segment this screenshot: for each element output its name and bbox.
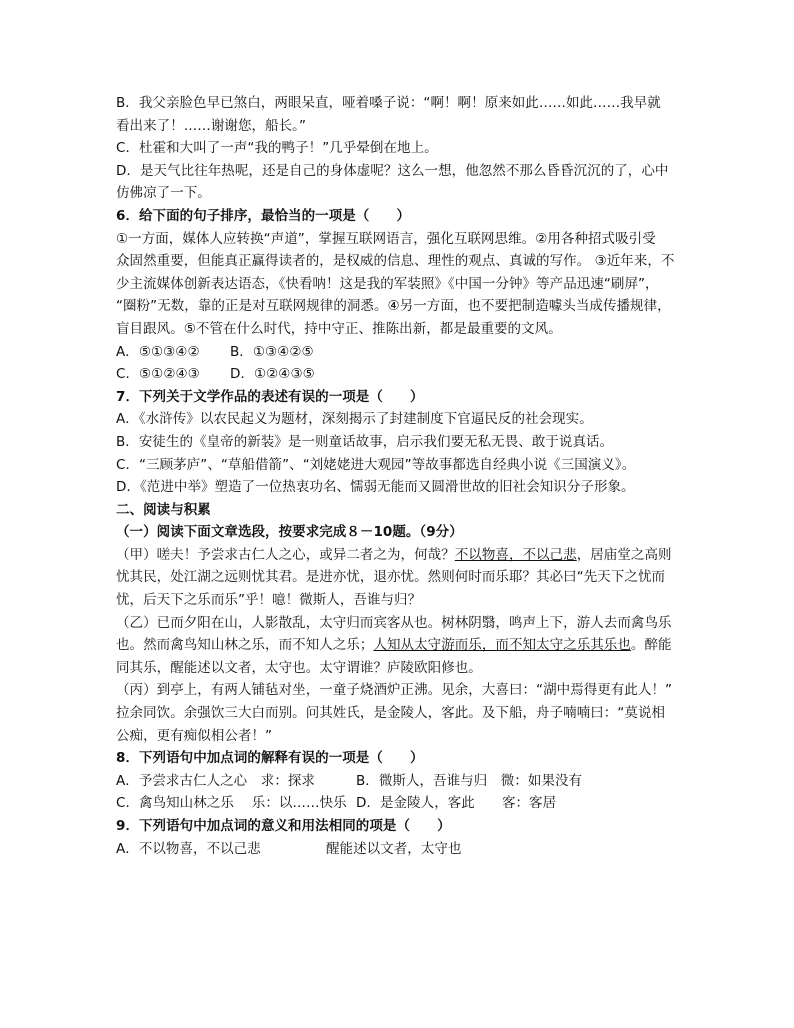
q8-stem: 8．下列语句中加点词的解释有误的一项是（ ） (116, 750, 424, 767)
q8-option-d: D．是金陵人，客此 客：客居 (356, 795, 557, 812)
passage-bing-line2: 拉余同饮。余强饮三大白而别。问其姓氏，是金陵人，客此。及下船，舟子喃喃曰：“莫说相 (116, 705, 666, 722)
q9-option-a-part1: A．不以物喜，不以己悲 (116, 840, 261, 857)
q6-options-row2 (116, 363, 680, 386)
passage-yi-underlined: 人知从太守游而乐，而不知太守之乐其乐也 (373, 637, 631, 654)
passage-yi-line2-start: 也。然而禽鸟知山林之乐，而不知人之乐； (116, 637, 374, 654)
q7-option-b: B．安徒生的《皇帝的新装》是一则童话故事，启示我们要无私无畏、敢于说真话。 (116, 433, 614, 450)
q6-option-a: A．⑤①③④② (116, 343, 200, 360)
exam-page (116, 92, 680, 860)
q6-passage-line3: 少主流媒体创新表达语态，《快看呐！这是我的军装照》《中国一分钟》等产品迅速“刷屏”， (116, 275, 659, 292)
passage-jia-line3: 忧，后天下之乐而乐”乎！噫！微斯人，吾谁与归？ (116, 592, 422, 609)
q7-option-d: D．《范进中举》塑造了一位热衷功名、懦弱无能而又圆滑世故的旧社会知识分子形象。 (116, 479, 635, 496)
passage-jia-underlined: 不以物喜，不以己悲 (454, 546, 577, 563)
q6-passage-line1: ①一方面，媒体人应转换“声道”，掌握互联网语言，强化互联网思维。②用各种招式吸引受 (116, 230, 656, 247)
passage-yi-line1: （乙）已而夕阳在山，人影散乱，太守归而宾客从也。树林阴翳，鸣声上下，游人去而禽鸟乐 (116, 614, 672, 631)
q6-option-c: C．⑤①②④③ (116, 366, 200, 383)
q6-passage-line5: 盲目跟风。⑤不管在什么时代，持中守正、推陈出新，都是最重要的文风。 (116, 320, 562, 337)
q8-option-b: B．微斯人，吾谁与归 微：如果没有 (356, 772, 583, 789)
passage-jia-line1-end: ，居庙堂之高则 (576, 546, 672, 563)
q6-passage-line2: 众固然重要，但能真正赢得读者的，是权威的信息、理性的观点、真诚的写作。 ③近年来，不 (116, 253, 675, 270)
q6-option-d: D．①②④③⑤ (230, 366, 315, 383)
q6-passage-line4: “圈粉”无数，靠的正是对互联网规律的洞悉。④另一方面，也不要把制造噱头当成传播规律， (116, 298, 671, 315)
q8-option-c: C．禽鸟知山林之乐 乐：以……快乐 (116, 795, 347, 812)
passage-yi-line2-end: 。醉能 (630, 637, 672, 654)
q8-options-row1 (116, 770, 680, 793)
q9-stem: 9．下列语句中加点词的意义和用法相同的项是（ ） (116, 818, 451, 834)
q5-option-d-line1: D．是天气比往年热呢，还是自己的身体虚呢？这么一想，他忽然不那么昏昏沉沉的了，心中 (116, 162, 669, 179)
passage-jia-line1 (116, 544, 680, 567)
q8-options-row2 (116, 792, 680, 815)
q9-option-a (116, 838, 680, 861)
q6-stem: 6．给下面的句子排序，最恰当的一项是（ ） (116, 207, 410, 224)
q7-stem: 7．下列关于文学作品的表述有误的一项是（ ） (116, 388, 424, 405)
section-2-title: 二、阅读与积累 (116, 501, 211, 518)
q6-options-row1 (116, 341, 680, 364)
passage-bing-line3: 公痴，更有痴似相公者！” (116, 727, 273, 744)
section-2-instruction: （一）阅读下面文章选段，按要求完成８－10题。（9分） (116, 524, 463, 541)
passage-yi-line3: 同其乐，醒能述以文者，太守也。太守谓谁？庐陵欧阳修也。 (116, 659, 482, 676)
q6-option-b: B．①③④②⑤ (230, 343, 314, 360)
q5-option-c: C．杜霍和大叫了一声“我的鸭子！”几乎晕倒在地上。 (116, 140, 438, 157)
passage-jia-line1-start: （甲）嗟夫！予尝求古仁人之心，或异二者之为，何哉？ (116, 546, 455, 563)
q8-option-a: A．予尝求古仁人之心 求：探求 (116, 772, 315, 789)
q9-option-a-part2: 醒能述以文者，太守也 (326, 840, 462, 857)
q7-option-c: C．“三顾茅庐”、“草船借箭”、“刘姥姥进大观园”等故事都选自经典小说《三国演义》。 (116, 456, 636, 473)
q5-option-b-line1: B．我父亲脸色早已煞白，两眼呆直，哑着嗓子说：“啊！啊！原来如此……如此……我早就 (116, 95, 661, 111)
q5-option-b-line2: 看出来了！……谢谢您，船长。” (116, 117, 306, 134)
q7-option-a: A．《水浒传》以农民起义为题材，深刻揭示了封建制度下官逼民反的社会现实。 (116, 411, 593, 428)
q5-option-d-line2: 仿佛凉了一下。 (116, 185, 211, 202)
passage-bing-line1: （丙）到亭上，有两人铺毡对坐，一童子烧酒炉正沸。见余，大喜曰：“湖中焉得更有此人！” (116, 682, 673, 699)
passage-yi-line2 (116, 634, 680, 657)
passage-jia-line2: 忧其民，处江湖之远则忧其君。是进亦忧，退亦忧。然则何时而乐耶？其必曰“先天下之忧而 (116, 569, 666, 586)
